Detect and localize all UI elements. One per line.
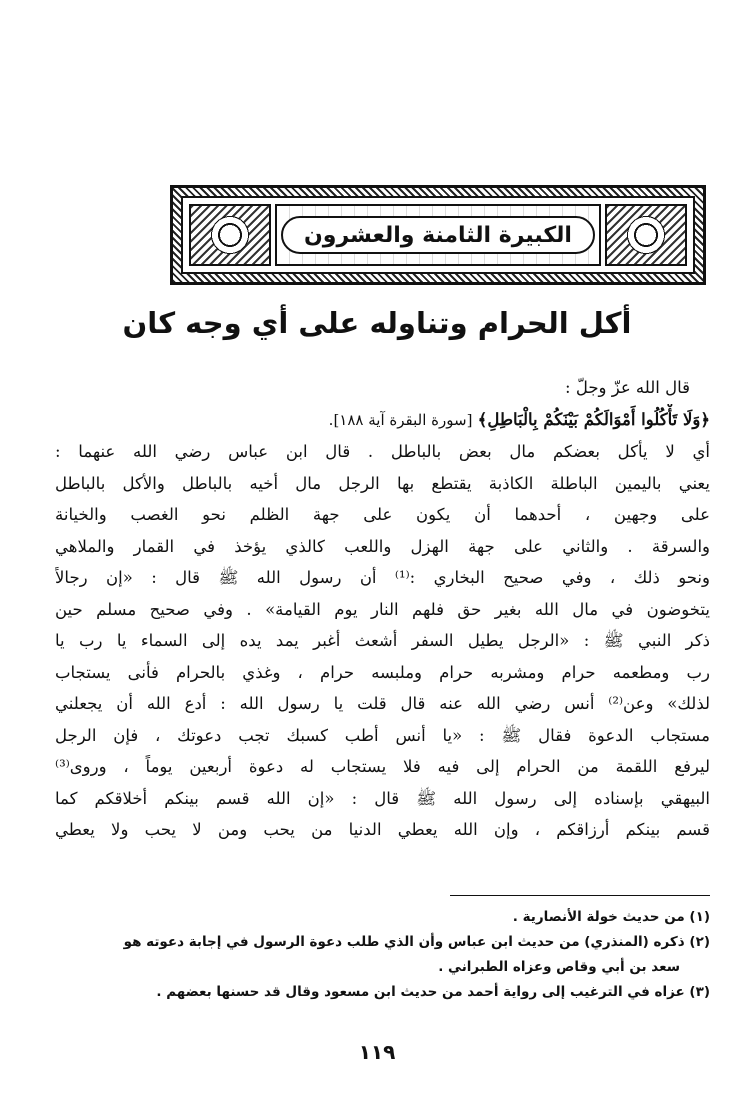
footnote-3: (٣) عزاه في الترغيب إلى رواية أحمد من حديث ابن مسعود وقال قد حسنها بعضهم . [156,984,710,1000]
paragraph-line: ليرفع اللقمة من الحرام إلى فيه فلا يستجاب له دعوة أربعين يوماً ، وروى⁽³⁾ [55,757,710,776]
footnotes [60,905,710,1005]
footnote-2-continued: سعد بن أبي وقاص وعزاه الطبراني . [438,959,680,975]
paragraph-line: البيهقي بإسناده إلى رسول الله ﷺ قال : «إن الله قسم بينكم أخلاقكم كما [55,788,710,808]
paragraph-line: ونحو ذلك ، وفي صحيح البخاري :⁽¹⁾ أن رسول الله ﷺ قال : «إن رجالاً [55,568,710,587]
paragraph-line: لذلك» وعن⁽²⁾ أنس رضي الله عنه قال قلت يا رسول الله : أدع الله أن يجعلني [55,694,710,713]
footnote-divider [450,895,710,896]
paragraph-line: يتخوضون في مال الله بغير حق فلهم النار يوم القيامة» . وفي صحيح مسلم حين [55,599,710,619]
paragraph-line: أي لا يأكل بعضكم مال بعض بالباطل . قال ابن عباس رضي الله عنهما : [55,442,710,461]
paragraph-line: رب ومطعمه حرام ومشربه حرام وملبسه حرام ، وغذي بالحرام فأنى يستجاب [55,662,710,682]
paragraph-line: مستجاب الدعوة فقال ﷺ : «يا أنس أطب كسبك تجب دعوتك ، فإن الرجل [55,725,710,745]
body-text [55,372,710,846]
chapter-cartouche [281,216,595,254]
footnote-1: (١) من حديث خولة الأنصارية . [512,909,710,925]
verse-line [55,404,710,437]
right-arabesque-ornament [605,204,687,266]
paragraph-line: يعني باليمين الباطلة الكاذبة يقتطع بها الرجل مال أخيه بالباطل والأكل بالباطل [55,473,710,493]
frame-inner [181,196,695,274]
left-arabesque-ornament [189,204,271,266]
footnote-2: (٢) ذكره (المنذري) من حديث ابن عباس وأن الذي طلب دعوة الرسول في إجابة دعوته هو [123,934,710,950]
chapter-ornament-frame [170,185,706,285]
chapter-title: الكبيرة الثامنة والعشرون [304,222,572,248]
page-title: أكل الحرام وتناوله على أي وجه كان [122,306,632,340]
quran-verse: ﴿وَلَا تَأْكُلُوا أَمْوَالَكُمْ بَيْنَكُمْ بِالْبَاطِلِ﴾ [477,409,710,429]
paragraph-line: ذكر النبي ﷺ : «الرجل يطيل السفر أشعث أغبر يمد يده إلى السماء يا رب يا [55,631,710,650]
paragraph-line: على وجهين ، أحدهما أن يكون على جهة الظلم نحو الغصب والخيانة [55,505,710,524]
verse-reference: [سورة البقرة آية ١٨٨]. [328,410,473,429]
page-number: ١١٩ [358,1040,396,1064]
paragraph-line: قسم بينكم أرزاقكم ، وإن الله يعطي الدنيا من يحب ومن لا يحب ولا يعطي [55,820,710,839]
intro-line: قال الله عزّ وجلّ : [565,378,690,397]
paragraph-line: والسرقة . والثاني على جهة الهزل واللعب كالذي يؤخذ في القمار والملاهي [55,536,710,556]
